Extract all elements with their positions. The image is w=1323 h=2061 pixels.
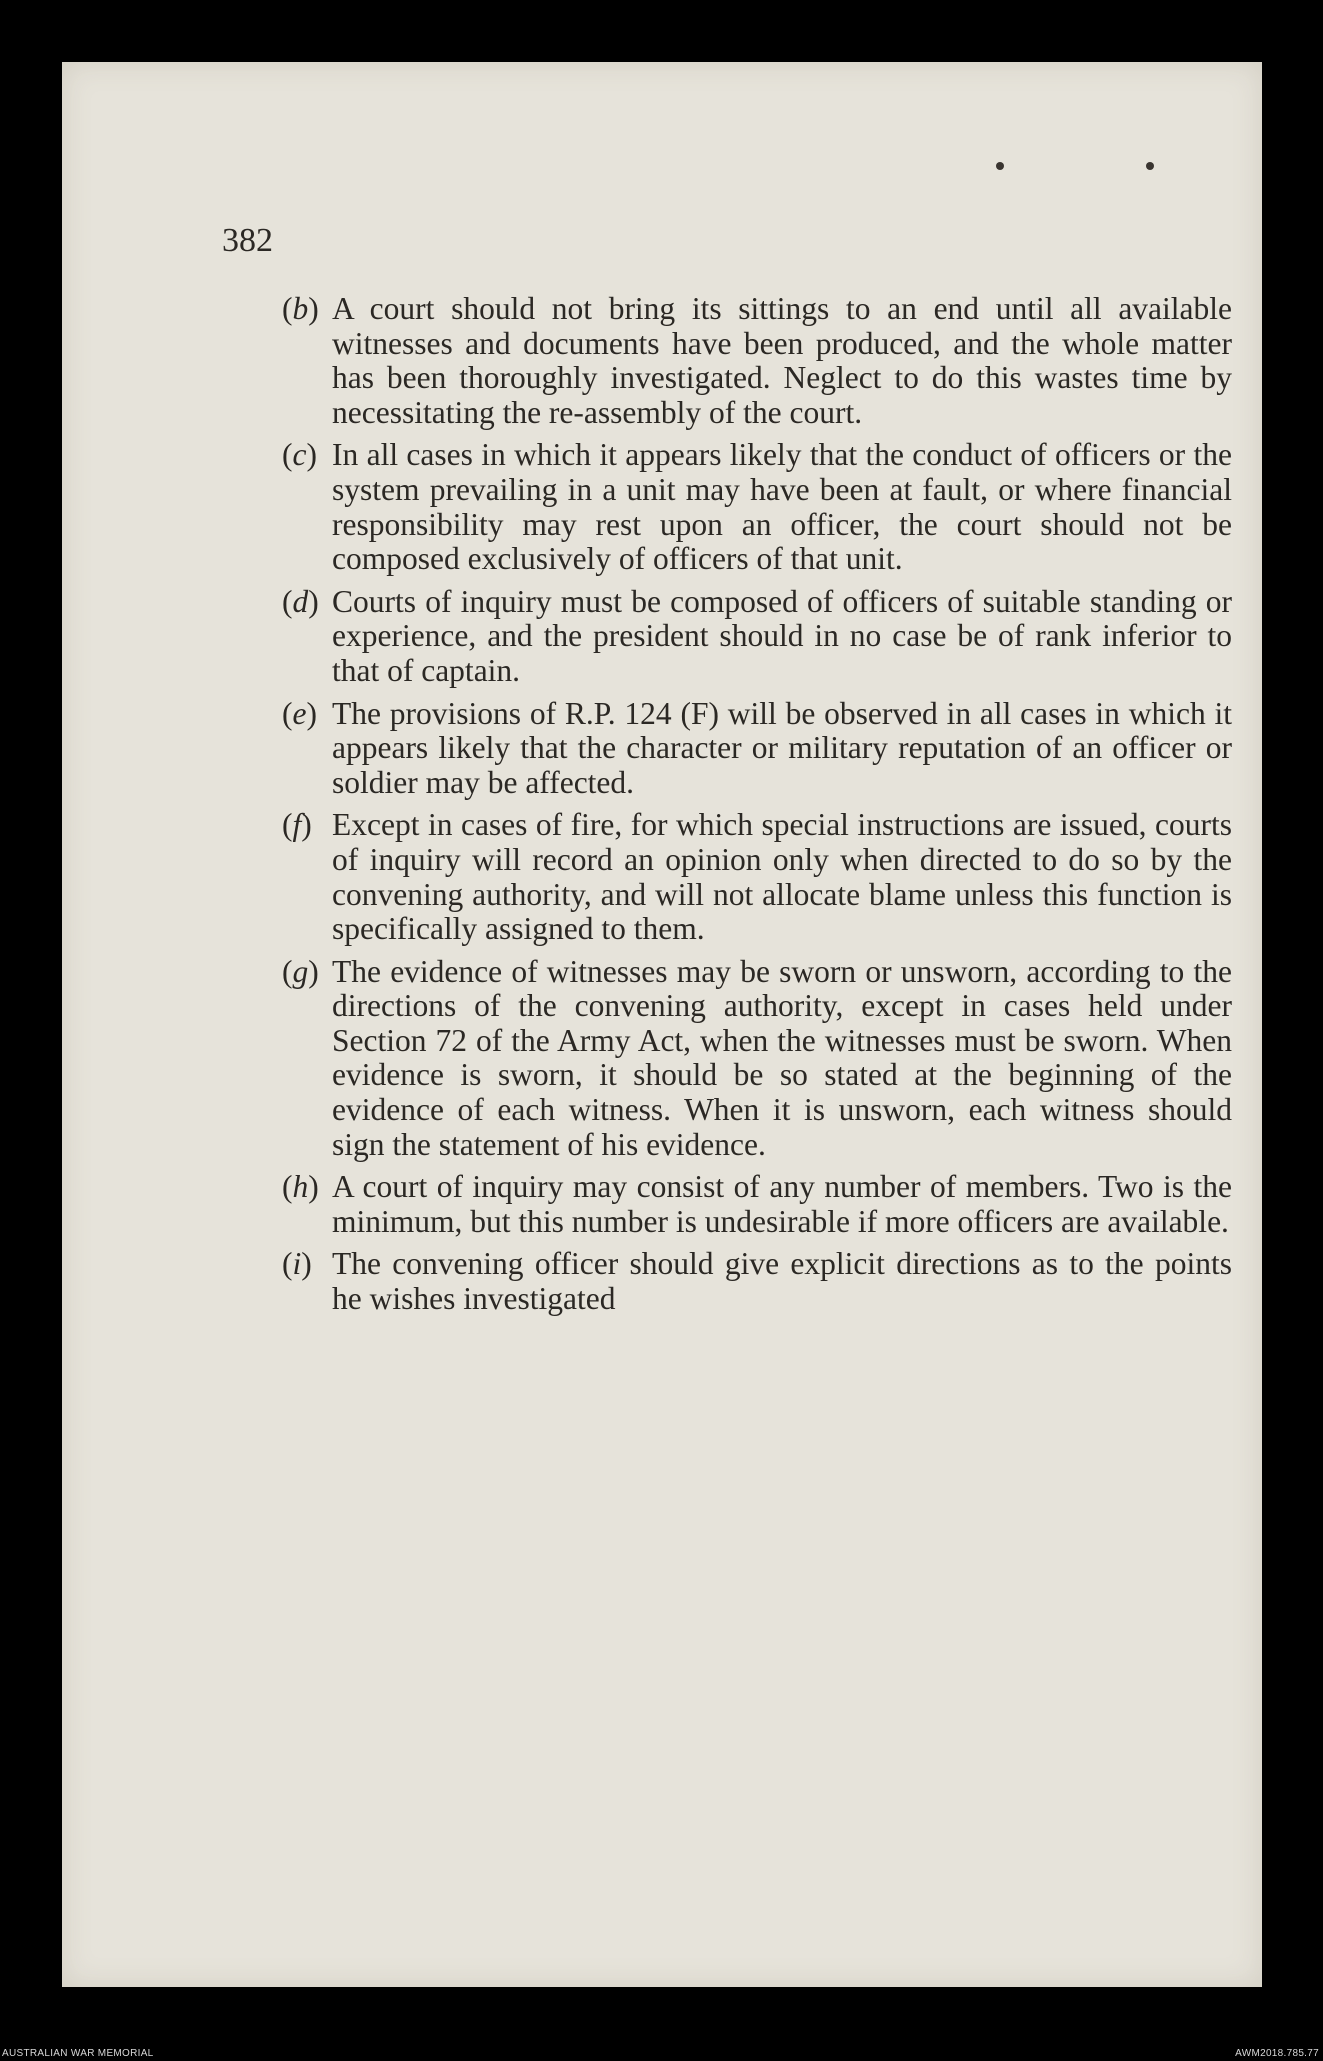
punch-hole-right (1146, 162, 1154, 170)
item-label: (i) (282, 1246, 312, 1282)
item-text: In all cases in which it appears likely that the conduct of officers or the system prevailing in a unit may have been at fault, or where financial responsibility may rest upon an officer, the court should not be composed exclusively of officers of that unit. (332, 437, 1232, 577)
item-text: Courts of inquiry must be composed of officers of suitable standing or experience, and the president should in no case be of rank inferior to that of captain. (332, 583, 1232, 688)
item-text: A court should not bring its sittings to an end until all available witnesses and documents have been produced, and the whole matter has been thoroughly investigated. Neglect to do this wastes time by necessitating the re-assembly of the court. (332, 291, 1232, 430)
footer-accession-number: AWM2018.785.77 (1235, 2048, 1319, 2059)
paragraph-list (282, 292, 1232, 1325)
item-label: (b) (282, 291, 319, 326)
punch-hole-left (996, 162, 1004, 170)
item-label: (h) (282, 1169, 319, 1205)
list-item (282, 955, 1232, 1163)
list-item (282, 697, 1232, 801)
list-item (282, 1170, 1232, 1239)
item-text: The provisions of R.P. 124 (F) will be observed in all cases in which it appears likely that the character or military reputation of an officer or soldier may be affected. (332, 695, 1232, 800)
list-item (282, 808, 1232, 946)
item-label: (d) (282, 583, 319, 619)
list-item (282, 292, 1232, 430)
list-item (282, 585, 1232, 689)
footer-credit: AUSTRALIAN WAR MEMORIAL (2, 2048, 154, 2059)
item-text: A court of inquiry may consist of any number of members. Two is the minimum, but this number is undesirable if more officers are available. (332, 1169, 1232, 1239)
list-item (282, 438, 1232, 576)
item-text: The convening officer should give explicit directions as to the points he wishes investigated (332, 1246, 1232, 1317)
item-text: The evidence of witnesses may be sworn or unsworn, according to the directions of the convening authority, except in cases held under Section 72 of the Army Act, when the witnesses must be sworn. When evidence is sworn, it should be so stated at the beginning of the evidence of each witness. When it is unsworn, each witness should sign the statement of his evidence. (332, 953, 1232, 1162)
item-label: (f) (282, 807, 312, 843)
item-label: (c) (282, 437, 317, 473)
item-label: (g) (282, 953, 319, 989)
document-page (62, 62, 1262, 1987)
item-text: Except in cases of fire, for which special instructions are issued, courts of inquiry will record an opinion only when directed to do so by the convening authority, and will not allocate blame unless this function is specifically assigned to them. (332, 807, 1232, 947)
page-number: 382 (222, 222, 273, 259)
list-item (282, 1247, 1232, 1316)
item-label: (e) (282, 695, 317, 731)
